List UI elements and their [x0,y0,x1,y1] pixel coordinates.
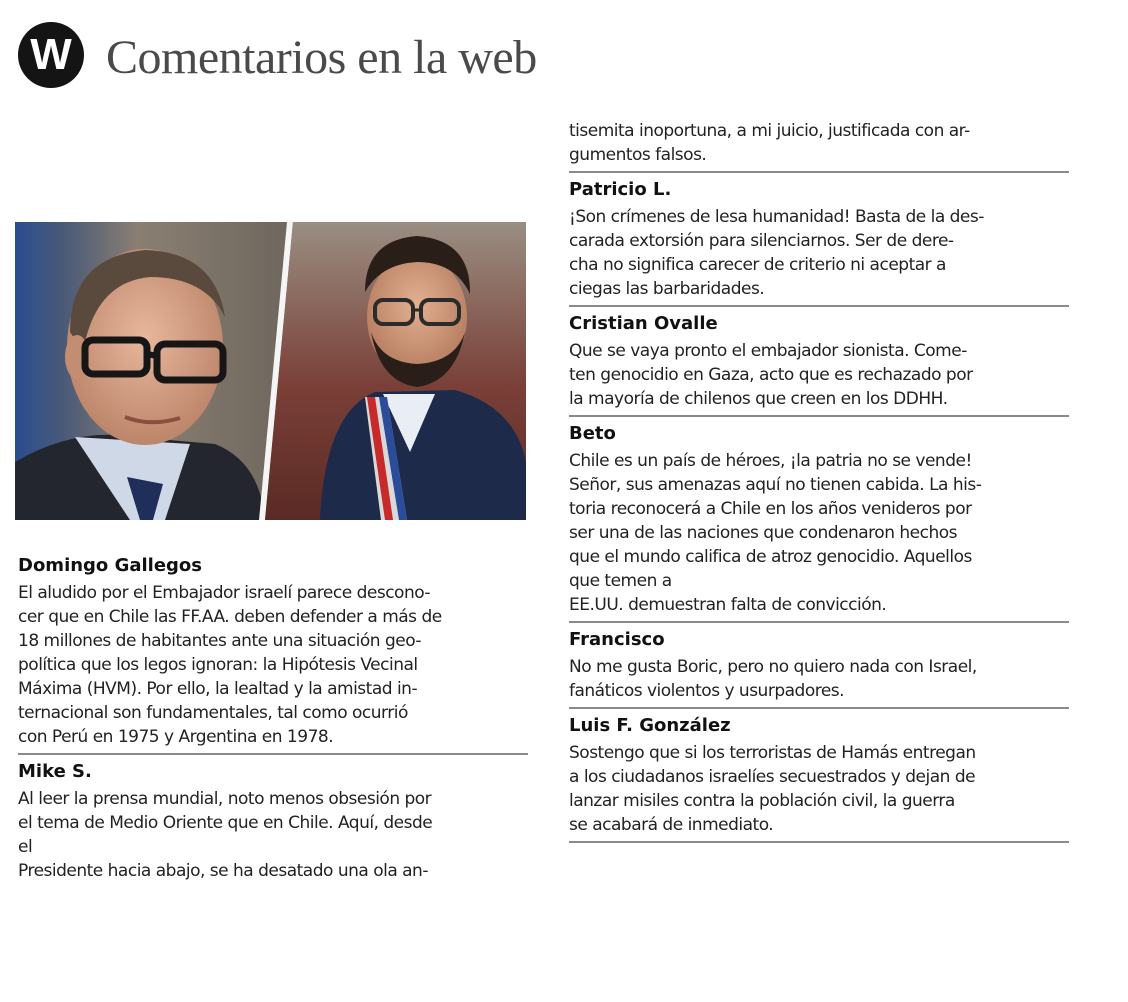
comment-beto [569,421,1069,623]
comment-line: política que los legos ignoran: la Hipótesis Vecinal [18,655,418,675]
comment-line: ser una de las naciones que condenaron hechos [569,523,957,543]
comment-author: Beto [569,423,616,444]
comment-line: la mayoría de chilenos que creen en los DDHH. [569,389,948,409]
comment-francisco [569,627,1069,709]
comment-line: tisemita inoportuna, a mi juicio, justificada con ar- [569,121,970,141]
comment-line: ciegas las barbaridades. [569,279,765,299]
comment-line: Máxima (HVM). Por ello, la lealtad y la amistad in- [18,679,418,699]
comment-line: gumentos falsos. [569,145,707,165]
section-title: Comentarios en la web [106,31,537,84]
comment-author: Mike S. [18,761,92,782]
comment-luis-f-gonzalez [569,713,1069,843]
comment-line: Al leer la prensa mundial, noto menos obsesión por [18,789,432,809]
comment-line: Chile es un país de héroes, ¡la patria no se vende! [569,451,972,471]
comment-line: EE.UU. demuestran falta de convicción. [569,595,887,615]
comment-line: cha no significa carecer de criterio ni aceptar a [569,255,946,275]
left-column [18,553,528,891]
comment-line: ¡Son crímenes de lesa humanidad! Basta de la des- [569,207,984,227]
comment-author: Luis F. González [569,715,731,736]
comment-line: Sostengo que si los terroristas de Hamás entregan [569,743,976,763]
comment-line: lanzar misiles contra la población civil, la guerra [569,791,955,811]
comment-author: Patricio L. [569,179,672,200]
comment-author: Cristian Ovalle [569,313,718,334]
comment-author: Domingo Gallegos [18,555,202,576]
web-logo-icon [18,22,84,88]
comment-line: que temen a [569,571,672,591]
comment-domingo-gallegos [18,553,528,755]
comment-line: el [18,837,33,857]
comment-mike-s [18,759,528,887]
comment-line: Presidente hacia abajo, se ha desatado una ola an- [18,861,428,881]
web-logo-letter: W [30,30,72,79]
comment-cristian-ovalle [569,311,1069,417]
comment-line: que el mundo califica de atroz genocidio. Aquellos [569,547,972,567]
right-column [569,119,1069,847]
comment-line: se acabará de inmediato. [569,815,774,835]
comment-line: toria reconocerá a Chile en los años venideros por [569,499,972,519]
comment-line: No me gusta Boric, pero no quiero nada con Israel, [569,657,977,677]
comment-line: a los ciudadanos israelíes secuestrados y dejan de [569,767,976,787]
comment-line: 18 millones de habitantes ante una situación geo- [18,631,422,651]
comment-line: cer que en Chile las FF.AA. deben defender a más de [18,607,442,627]
comment-line: con Perú en 1975 y Argentina en 1978. [18,727,334,747]
comment-line: ten genocidio en Gaza, acto que es rechazado por [569,365,973,385]
comment-author: Francisco [569,629,665,650]
comment-line: ternacional son fundamentales, tal como ocurrió [18,703,408,723]
comment-patricio-l [569,177,1069,307]
comment-mike-s-continued [569,119,1069,173]
news-photo [15,222,526,520]
comment-line: el tema de Medio Oriente que en Chile. Aquí, desde [18,813,433,833]
comment-line: Que se vaya pronto el embajador sionista. Come- [569,341,967,361]
comment-line: El aludido por el Embajador israelí parece descono- [18,583,431,603]
comment-line: Señor, sus amenazas aquí no tienen cabida. La his- [569,475,982,495]
comment-line: carada extorsión para silenciarnos. Ser de dere- [569,231,954,251]
comment-line: fanáticos violentos y usurpadores. [569,681,845,701]
